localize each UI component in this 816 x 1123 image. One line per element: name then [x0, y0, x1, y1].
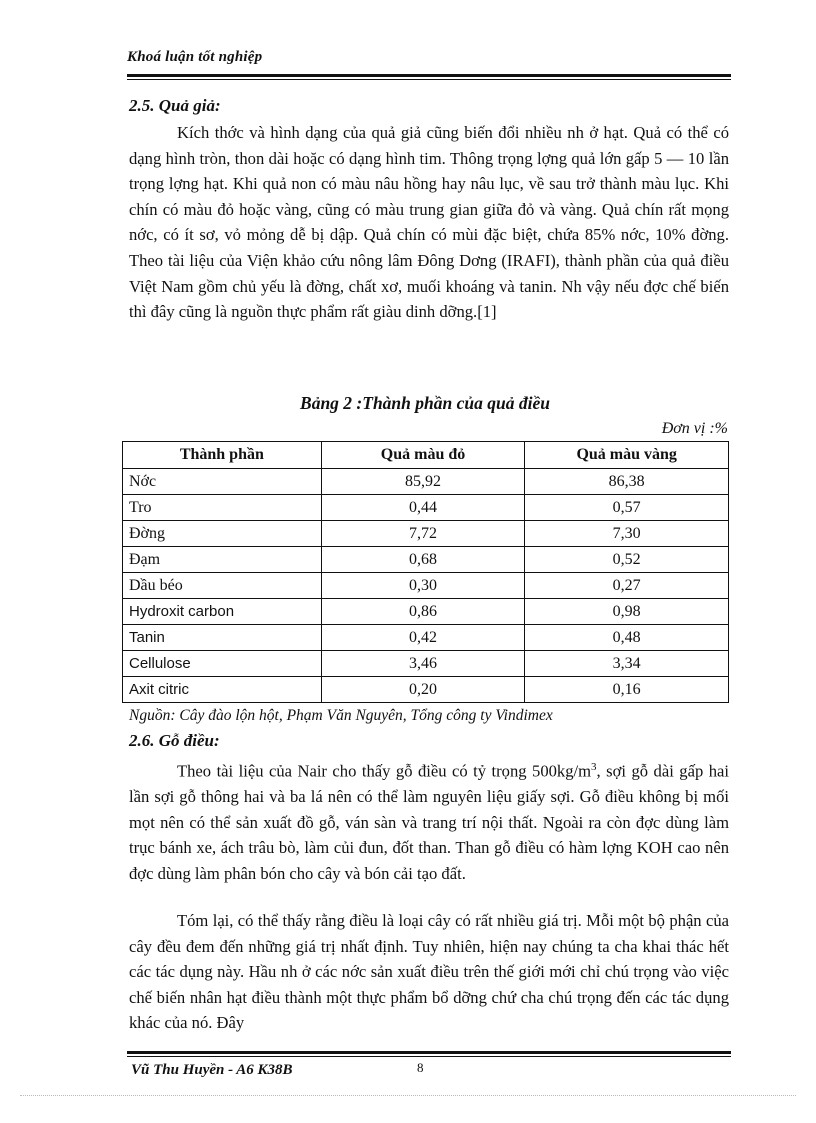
table-cell-yellow: 3,34 [525, 651, 729, 677]
header-rule-thin [127, 79, 731, 80]
header-rule-thick [127, 74, 731, 77]
table-cell-component: Đạm [123, 547, 322, 573]
table-title: Bảng 2 :Thành phần của quả điều [300, 393, 550, 413]
section-heading-go-dieu: 2.6. Gỗ điều: [129, 731, 220, 750]
table-cell-red: 85,92 [321, 469, 525, 495]
table-header-cell: Quả màu đỏ [321, 442, 525, 469]
paragraph-qua-gia: Kích thớc và hình dạng của quả giả cũng biến đổi nhiều nh ở hạt. Quả có thể có dạng hình tròn, thon dài hoặc có dạng hình tim. Thông trọng lợng quả lớn gấp 5 — 10 lần trọng lợng hạt. Khi quả non có màu nâu hồng hay nâu lục, về sau trở thành màu lục. Khi chín có màu đỏ hoặc vàng, cũng có màu trung gian giữa đỏ và vàng. Quả chín rất mọng nớc, có ít sơ, vỏ mỏng dễ bị dập. Quả chín có mùi đặc biệt, chứa 85% nớc, 10% đờng. Theo tài liệu của Viện khảo cứu nông lâm Đông Dơng (IRAFI), thành phần của quả điều Việt Nam gồm chủ yếu là đờng, chất xơ, muối khoáng và tanin. Nh vậy nếu đợc chế biến thì đây cũng là nguồn thực phẩm rất giàu dinh dỡng.[1] [129, 123, 729, 322]
section-heading-qua-gia: 2.5. Quả giả: [129, 96, 221, 115]
table-cell-component: Tro [123, 495, 322, 521]
table-header-row [123, 442, 729, 469]
table-row [123, 625, 729, 651]
table-row [123, 677, 729, 703]
table-header-cell: Quả màu vàng [525, 442, 729, 469]
paragraph-go-dieu: Theo tài liệu của Nair cho thấy gỗ điều có tỷ trọng $500kg/m^3$, sợi gỗ dài gấp hai lần sợi gỗ thông hai và ba lá nên có thể làm nguyên liệu giấy sợi. Gỗ điều không bị mối mọt nên có thể sản xuất đồ gỗ, ván sàn và trang trí nội thất. Ngoài ra còn đợc dùng làm trục bánh xe, ách trâu bò, làm củi đun, đốt than. Than gỗ điều có hàm lợng KOH cao nên đợc dùng làm phân bón cho cây và bón cải tạo đất. [129, 761, 729, 883]
table-cell-red: 0,42 [321, 625, 525, 651]
table-cell-red: 7,72 [321, 521, 525, 547]
table-cell-red: 0,86 [321, 599, 525, 625]
table-row [123, 573, 729, 599]
table-cell-component: Axit citric [123, 677, 322, 703]
table-cell-component: Nớc [123, 469, 322, 495]
table-cell-red: 0,20 [321, 677, 525, 703]
table-cell-yellow: 0,52 [525, 547, 729, 573]
table-cell-yellow: 0,16 [525, 677, 729, 703]
table-row [123, 547, 729, 573]
table-cell-component: Đờng [123, 521, 322, 547]
footer-rule-thick [127, 1051, 731, 1054]
table-row [123, 599, 729, 625]
composition-table [122, 441, 729, 703]
table-cell-yellow: 0,27 [525, 573, 729, 599]
table-cell-yellow: 0,48 [525, 625, 729, 651]
header-title: Khoá luận tốt nghiệp [127, 49, 263, 65]
table-header-cell: Thành phần [123, 442, 322, 469]
page-bottom-divider [20, 1095, 796, 1096]
table-cell-red: 3,46 [321, 651, 525, 677]
table-cell-component: Tanin [123, 625, 322, 651]
table-row [123, 469, 729, 495]
table-row [123, 521, 729, 547]
table-cell-component: Hydroxit carbon [123, 599, 322, 625]
table-cell-yellow: 86,38 [525, 469, 729, 495]
table-cell-red: 0,30 [321, 573, 525, 599]
page-number: 8 [417, 1060, 424, 1075]
table-cell-component: Cellulose [123, 651, 322, 677]
table-cell-red: 0,68 [321, 547, 525, 573]
table-source: Nguồn: Cây đào lộn hột, Phạm Văn Nguyên, Tổng công ty Vindimex [129, 707, 553, 724]
table-row [123, 495, 729, 521]
table-cell-yellow: 0,98 [525, 599, 729, 625]
table-cell-red: 0,44 [321, 495, 525, 521]
footer-rule-thin [127, 1056, 731, 1057]
table-cell-yellow: 0,57 [525, 495, 729, 521]
table-unit: Đơn vị :% [661, 420, 728, 437]
table-cell-yellow: 7,30 [525, 521, 729, 547]
footer-author: Vũ Thu Huyền - A6 K38B [131, 1062, 293, 1078]
paragraph-tom-lai: Tóm lại, có thể thấy rằng điều là loại cây có rất nhiều giá trị. Mỗi một bộ phận của cây đều đem đến những giá trị nhất định. Tuy nhiên, hiện nay chúng ta cha khai thác hết các tác dụng này. Hầu nh ở các nớc sản xuất điều trên thế giới mới chỉ chú trọng vào việc chế biến nhân hạt điều thành một thực phẩm bổ dỡng chứ cha chú trọng đến các tác dụng khác của nó. Đây [129, 911, 729, 1033]
table-cell-component: Dầu béo [123, 573, 322, 599]
table-row [123, 651, 729, 677]
